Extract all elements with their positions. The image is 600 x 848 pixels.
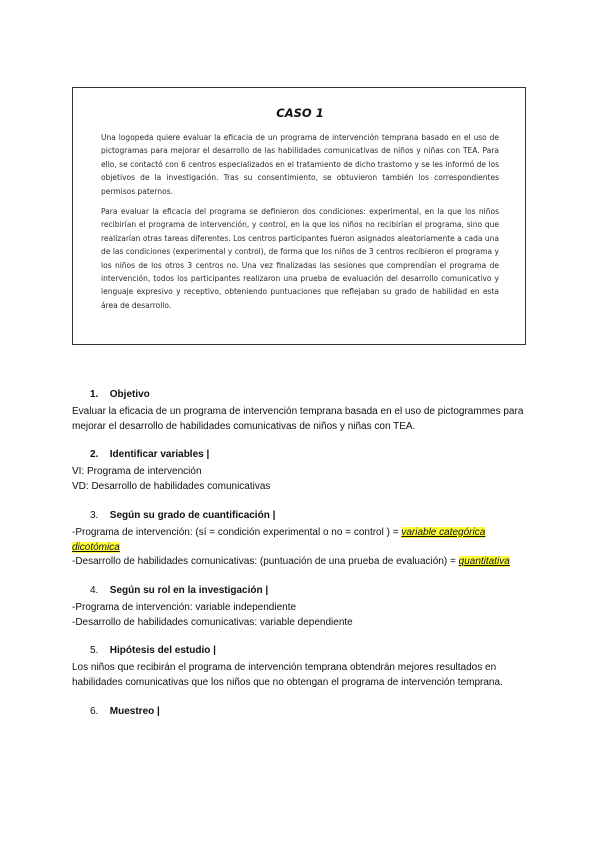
objective-text: Evaluar la eficacia de un programa de intervención temprana basada en el uso de pictogrammes para mejorar el desarrollo de habilidades comunicativas de niños y niñas con TEA. <box>72 406 524 432</box>
case-paragraph-1: Una logopeda quiere evaluar la eficacia de un programa de intervención temprana basado en el uso de pictogramas para mejorar el desarrollo de las habilidades comunicativas de niños y niñas con TEA. Para ello, se contactó con 6 centros especializados en el tratamiento de dicho trastorno y se les informó de los objetivos de la investigación. Tras su consentimiento, se obtuvieron también los correspondientes permisos paternos. <box>101 133 499 196</box>
section-title: Hipótesis del estudio | <box>109 645 216 657</box>
section-heading <box>72 448 532 462</box>
line-text: -Programa de intervención: (sí = condición experimental o no = control ) = <box>72 526 402 538</box>
section-hipotesis <box>72 644 532 690</box>
section-title: Identificar variables | <box>109 449 210 461</box>
case-box <box>72 87 526 345</box>
section-objetivo <box>72 388 532 434</box>
role-line-2: -Desarrollo de habilidades comunicativas: variable dependiente <box>72 616 353 628</box>
section-heading <box>72 584 532 598</box>
section-number: 3. <box>90 509 99 521</box>
section-number: 5. <box>90 645 99 657</box>
section-heading <box>72 644 532 658</box>
line-text: -Desarrollo de habilidades comunicativas: (puntuación de una prueba de evaluación) = <box>72 556 459 568</box>
section-heading <box>72 509 532 523</box>
section-number: 6. <box>90 705 99 717</box>
section-number: 2. <box>90 449 99 461</box>
document-body <box>72 388 532 733</box>
section-title: Según su grado de cuantificación | <box>109 509 276 521</box>
hypothesis-text: Los niños que recibirán el programa de intervención temprana obtendrán mejores resultados en habilidades comunicativas que los niños que no obtengan el programa de intervención temprana. <box>72 662 503 689</box>
highlighted-answer: quantitativa <box>458 556 510 568</box>
quantification-line-2 <box>72 555 532 570</box>
section-heading <box>72 705 532 719</box>
section-title: Objetivo <box>109 389 150 400</box>
section-heading <box>72 388 532 402</box>
section-number: 4. <box>90 584 99 596</box>
section-title: Muestreo | <box>109 705 160 717</box>
section-cuantificacion <box>72 509 532 570</box>
case-title: CASO 1 <box>276 106 324 120</box>
case-paragraph-2: Para evaluar la eficacia del programa se definieron dos condiciones: experimental, en la que los niños recibirían el programa de intervención, y control, en la que los niños no recibirían el programa, sino que realizarían otras tareas diferentes. Los centros participantes fueron asignados aleatoriamente a cada una de las condiciones (experimental y control), de forma que los niños de 3 centros recibieron el programa y los niños de los otros 3 centros no. Una vez finalizadas las sesiones que comprendían el programa de intervención, todos los participantes realizaron una prueba de evaluación del desarrollo comunicativo y lenguaje expresivo y receptivo, obteniendo puntuaciones que reflejaban su grado de habilidad en esta área de desarrollo. <box>101 207 499 310</box>
dependent-variable: VD: Desarrollo de habilidades comunicativas <box>72 481 271 493</box>
highlighted-answer: variable categórica dicotómica <box>72 526 486 553</box>
quantification-line-1 <box>72 526 532 555</box>
section-number: 1. <box>90 389 99 400</box>
role-line-1: -Programa de intervención: variable independiente <box>72 601 297 613</box>
section-variables <box>72 448 532 494</box>
section-title: Según su rol en la investigación | <box>109 584 269 596</box>
section-rol <box>72 584 532 630</box>
independent-variable: VI: Programa de intervención <box>72 466 202 478</box>
section-muestreo <box>72 705 532 719</box>
